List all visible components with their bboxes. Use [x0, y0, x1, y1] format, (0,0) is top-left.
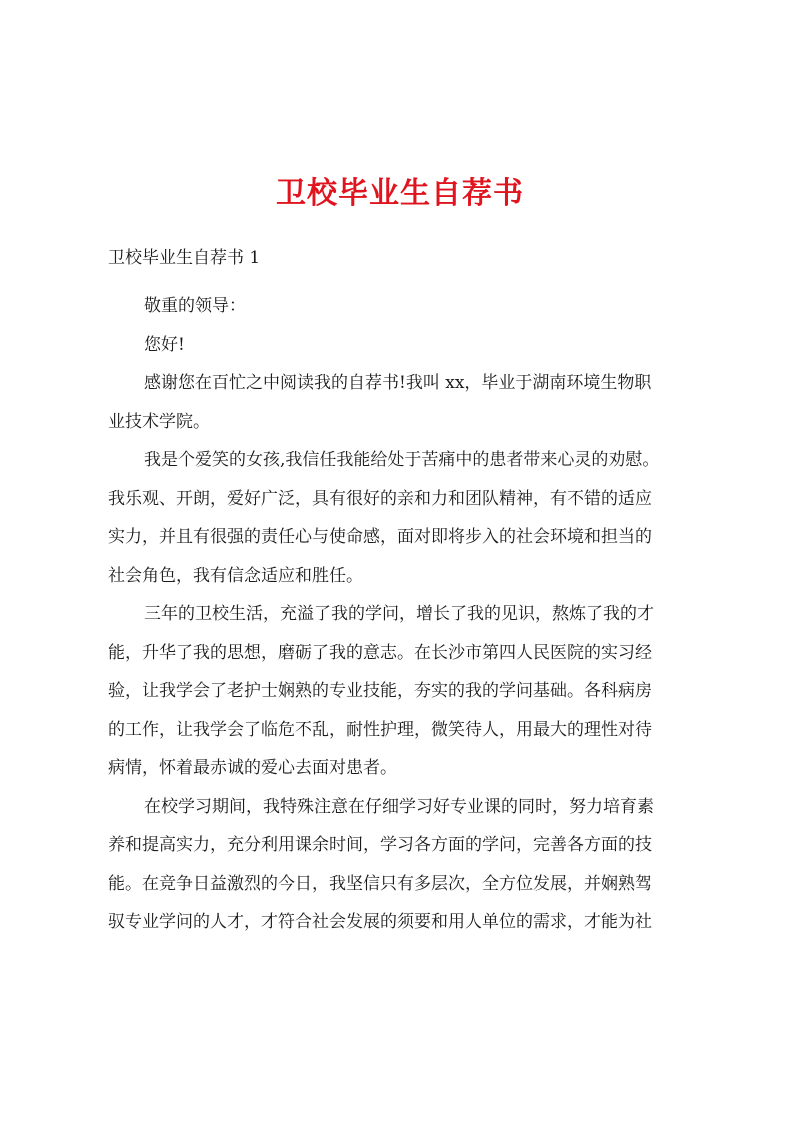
text-line: 社会角色，我有信念适应和胜任。 — [108, 565, 363, 586]
text-line: 我是个爱笑的女孩,我信任我能给处于苦痛中的患者带来心灵的劝慰。 — [144, 450, 660, 470]
text-line: 业技术学院。 — [108, 411, 210, 432]
text-line: 三年的卫校生活，充溢了我的学问，增长了我的见识，熬炼了我的才 — [144, 604, 654, 624]
document-title: 卫校毕业生自荐书 — [276, 176, 524, 211]
text-line: 驭专业学问的人才，才符合社会发展的须要和用人单位的需求，才能为社 — [108, 912, 652, 932]
text-line: 实力，并且有很强的责任心与使命感，面对即将步入的社会环境和担当的 — [108, 527, 652, 547]
text-line: 验，让我学会了老护士娴熟的专业技能，夯实的我的学问基础。各科病房 — [108, 681, 652, 701]
document-body — [108, 287, 712, 942]
text-line: 的工作，让我学会了临危不乱，耐性护理，微笑待人，用最大的理性对待 — [108, 719, 652, 740]
text-line: 我乐观、开朗，爱好广泛，具有很好的亲和力和团队精神，有不错的适应 — [108, 488, 652, 509]
text-line: 养和提高实力，充分利用课余时间，学习各方面的学问，完善各方面的技 — [108, 835, 652, 855]
text-line: 在校学习期间，我特殊注意在仔细学习好专业课的同时，努力培育素 — [144, 796, 654, 817]
text-line: 病情，怀着最赤诚的爱心去面对患者。 — [108, 758, 397, 778]
text-line: 感谢您在百忙之中阅读我的自荐书!我叫 xx，毕业于湖南环境生物职 — [144, 373, 652, 393]
document-subtitle: 卫校毕业生自荐书 1 — [108, 248, 261, 268]
text-line: 敬重的领导： — [144, 296, 246, 316]
text-line: 能。在竞争日益激烈的今日，我坚信只有多层次，全方位发展，并娴熟驾 — [108, 873, 652, 894]
text-line: 能，升华了我的思想，磨砺了我的意志。在长沙市第四人民医院的实习经 — [108, 642, 652, 663]
text-line: 您好! — [144, 334, 185, 355]
